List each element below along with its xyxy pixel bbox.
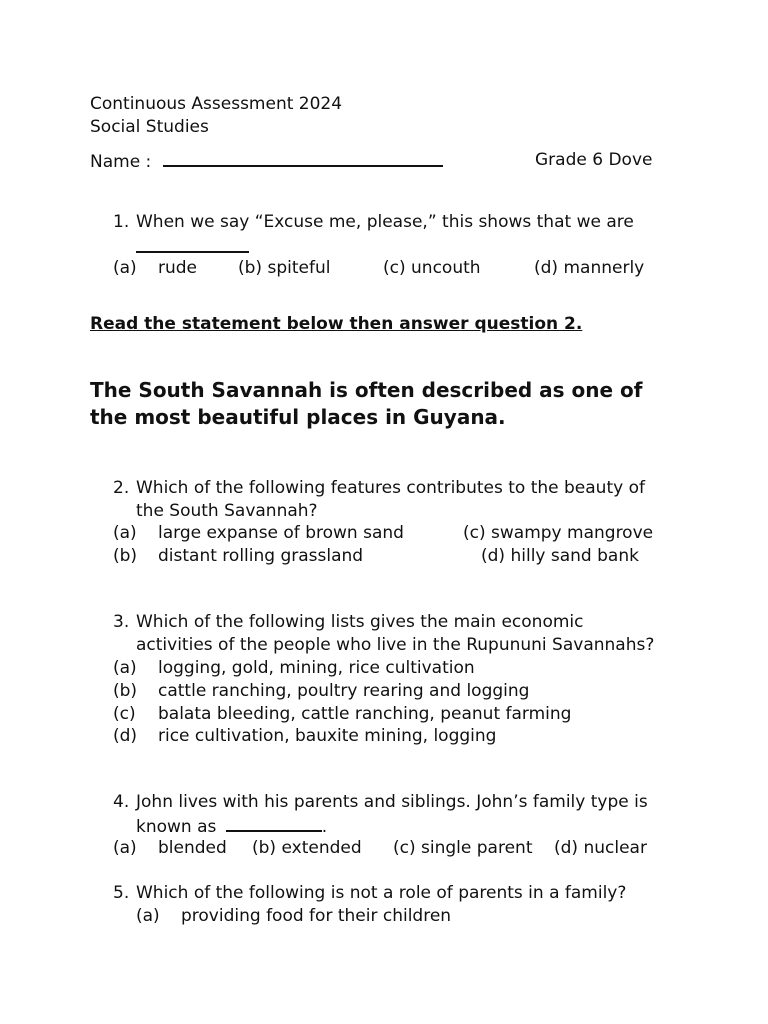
q4-option-c-label: (c) [393, 838, 416, 858]
q4-option-a: blended [158, 838, 227, 858]
q2-option-c [463, 522, 653, 544]
q1-option-b-label: (b) [238, 258, 263, 278]
q3-option-c-label: (c) [113, 704, 136, 724]
q3-text-line-2: activities of the people who live in the Rupununi Savannahs? [136, 635, 655, 655]
q3-option-a-label: (a) [113, 658, 137, 678]
q1-option-d [534, 257, 644, 279]
q1-option-a-label: (a) [113, 258, 137, 278]
q3-option-b-label: (b) [113, 681, 138, 701]
q4-option-b [252, 837, 362, 859]
name-row [90, 149, 443, 173]
q4-text-line-2-row [136, 814, 327, 838]
assessment-title: Continuous Assessment 2024 [90, 94, 343, 114]
q2-option-b: distant rolling grassland [158, 546, 364, 566]
q1-option-c-label: (c) [383, 258, 406, 278]
q2-option-d-label: (d) [481, 546, 506, 566]
q3-option-c: balata bleeding, cattle ranching, peanut farming [158, 704, 572, 724]
q2-option-c-label: (c) [463, 523, 486, 543]
q5-option-a-label: (a) [136, 906, 160, 926]
q1-option-c-text: uncouth [411, 258, 481, 278]
q4-option-c-text: single parent [421, 838, 533, 858]
q5-option-a: providing food for their children [181, 906, 452, 926]
q2-text-line-2: the South Savannah? [136, 501, 318, 521]
q4-text-line-2: known as [136, 817, 217, 837]
q2-number: 2. [113, 478, 130, 498]
q4-period: . [321, 817, 328, 837]
q2-text-line-1: Which of the following features contributes to the beauty of [136, 478, 645, 498]
q2-option-a: large expanse of brown sand [158, 523, 404, 543]
q4-option-d-text: nuclear [583, 838, 647, 858]
subject-title: Social Studies [90, 117, 209, 137]
q3-option-d-label: (d) [113, 726, 138, 746]
q1-option-d-text: mannerly [563, 258, 645, 278]
q2-option-d-text: hilly sand bank [510, 546, 639, 566]
q1-option-b [238, 257, 330, 279]
instruction: Read the statement below then answer question 2. [90, 314, 583, 334]
q4-option-d-label: (d) [554, 838, 579, 858]
q3-option-a: logging, gold, mining, rice cultivation [158, 658, 475, 678]
q3-option-b: cattle ranching, poultry rearing and logging [158, 681, 530, 701]
q1-text: When we say “Excuse me, please,” this shows that we are [136, 212, 634, 232]
q2-option-d [481, 545, 639, 567]
q3-number: 3. [113, 612, 130, 632]
q2-option-c-text: swampy mangrove [491, 523, 654, 543]
name-blank[interactable] [163, 149, 443, 167]
q4-option-a-label: (a) [113, 838, 137, 858]
q1-option-b-text: spiteful [267, 258, 331, 278]
q4-answer-blank[interactable] [226, 814, 322, 832]
q1-option-a: rude [158, 258, 198, 278]
statement-line-2: the most beautiful places in Guyana. [90, 405, 506, 429]
q3-option-d: rice cultivation, bauxite mining, logging [158, 726, 497, 746]
q5-text: Which of the following is not a role of parents in a family? [136, 883, 627, 903]
q4-option-b-label: (b) [252, 838, 277, 858]
q1-number: 1. [113, 212, 130, 232]
q4-option-b-text: extended [281, 838, 362, 858]
q1-option-c [383, 257, 481, 279]
q2-option-b-label: (b) [113, 546, 138, 566]
q4-option-d [554, 837, 647, 859]
q5-number: 5. [113, 883, 130, 903]
q1-option-d-label: (d) [534, 258, 559, 278]
q4-option-c [393, 837, 533, 859]
statement-line-1: The South Savannah is often described as one of [90, 378, 643, 402]
q2-option-a-label: (a) [113, 523, 137, 543]
name-label: Name : [90, 152, 152, 172]
q1-answer-blank[interactable] [136, 235, 249, 259]
grade-label: Grade 6 Dove [535, 150, 653, 170]
q4-text-line-1: John lives with his parents and siblings. John’s family type is [136, 792, 648, 812]
q3-text-line-1: Which of the following lists gives the main economic [136, 612, 584, 632]
q4-number: 4. [113, 792, 130, 812]
